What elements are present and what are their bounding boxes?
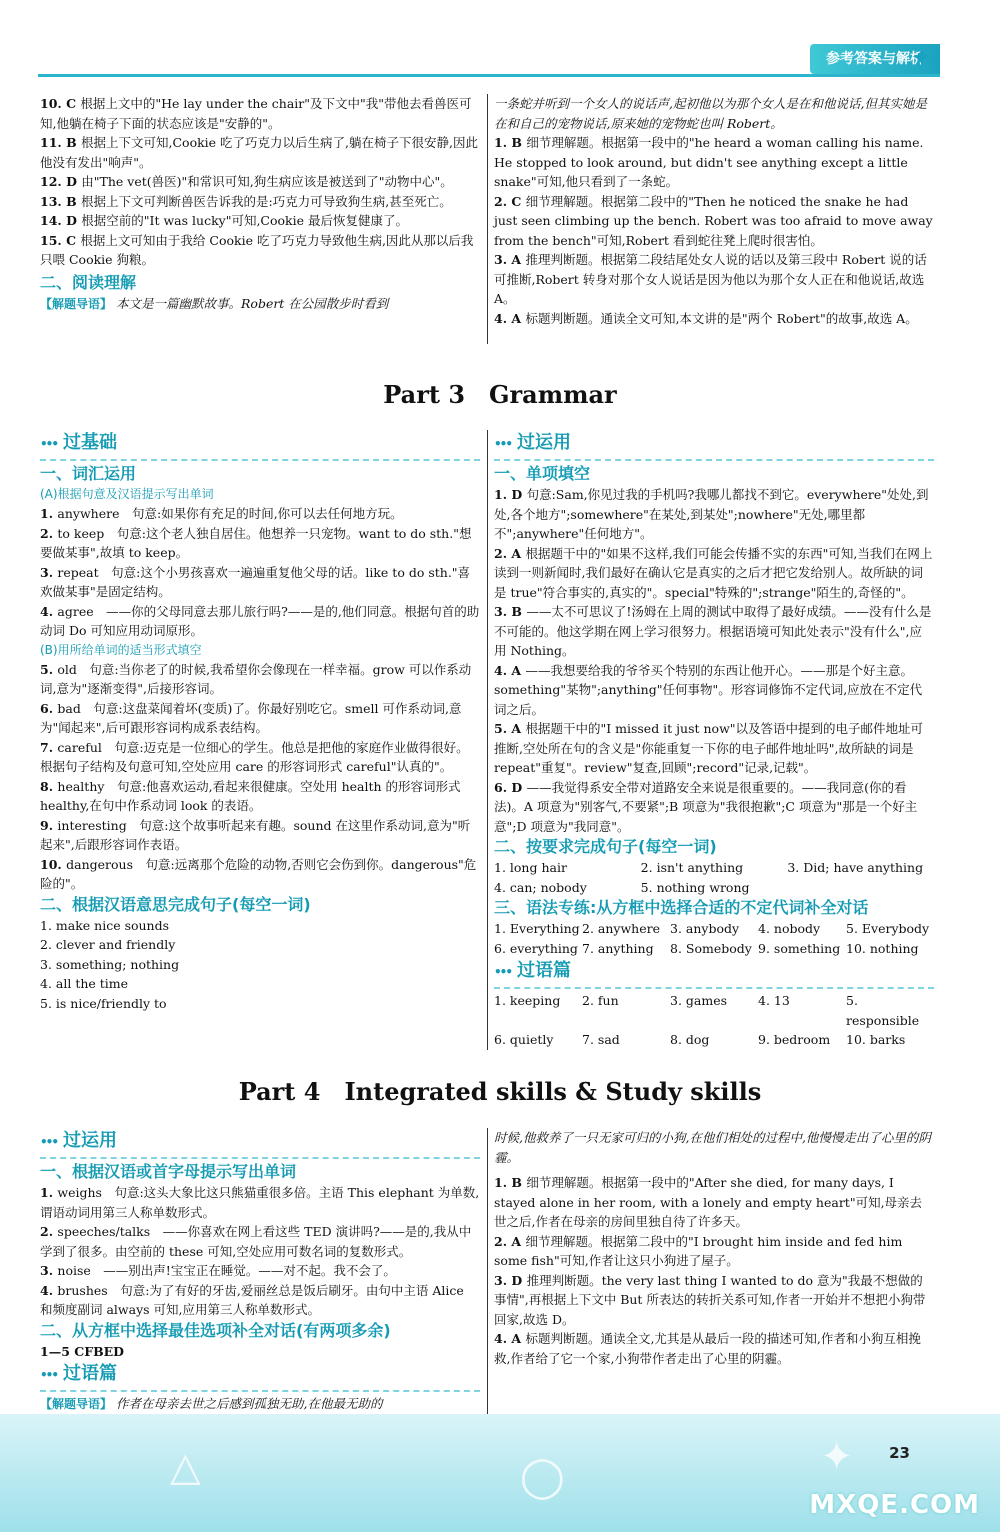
answer-number: 1. D bbox=[494, 487, 527, 502]
answer-item bbox=[40, 231, 480, 270]
answer-item bbox=[494, 133, 934, 192]
dialog-answer: 1—5 CFBED bbox=[40, 1343, 125, 1359]
answer-text: ——我觉得系安全带对道路安全来说是很重要的。——我同意(你的看法)。A 项意为"别客气,不要紧";B 项意为"我很抱歉";C 项意为"那是一个好主意";D 项意为"我同意"。 bbox=[494, 779, 918, 834]
part4-items bbox=[494, 1173, 934, 1368]
answer-number: 6. D bbox=[494, 779, 527, 795]
part4-passage-banner: ••• 过语篇 bbox=[40, 1361, 480, 1392]
pron-title: 三、语法专练:从方框中选择合适的不定代词补全对话 bbox=[494, 898, 869, 917]
answer-text: 句意:Sam,你见过我的手机吗?我哪儿都找不到它。everywhere"处处,到处,各个地方";somewhere"在某处,到某处";nowhere"无处,哪里都不";anywhere"任何地方"。 bbox=[494, 487, 929, 541]
reading-guide-cont: 一条蛇并听到一个女人的说话声,起初他以为那个女人是在和他说话,但其实她是在和自己的宠物说话,原来她的宠物蛇也叫 Robert。 bbox=[494, 96, 927, 131]
triangle-icon: △ bbox=[170, 1444, 201, 1490]
part4-left-column bbox=[40, 1128, 480, 1415]
answer-text: brushes 句意:为了有好的牙齿,爱丽丝总是饭后刷牙。由句中主语 Alice 和频度副词 always 可知,应用第三人称单数形式。 bbox=[40, 1282, 464, 1317]
answer-line: 3. something; nothing bbox=[40, 956, 180, 972]
answer-number: 2. bbox=[40, 1224, 58, 1239]
part4-left-banner: ••• 过运用 bbox=[40, 1128, 480, 1159]
answer-text: 根据上下文可知,Cookie 吃了巧克力以后生病了,躺在椅子下很安静,因此他没有发出"响声"。 bbox=[40, 135, 478, 170]
answer-text: bad 句意:这盘菜闻着坏(变质)了。你最好别吃它。smell 可作系动词,意为"闻起来",后可跟形容词构成系表结构。 bbox=[40, 700, 462, 735]
pron-row-cell: 8. Somebody bbox=[670, 940, 752, 956]
answer-item bbox=[40, 1183, 480, 1222]
answer-text: 推理判断题。根据第二段结尾处女人说的话以及第三段中 Robert 说的话可推断,Robert 转身对那个女人说话是因为他以为那个女人正在和他说话,故选 A。 bbox=[494, 252, 927, 306]
answer-number: 4. bbox=[40, 603, 58, 619]
part3-right-banner: ••• 过运用 bbox=[494, 430, 934, 461]
part3-passage-banner: ••• 过语篇 bbox=[494, 958, 934, 989]
answer-number: 13. B bbox=[40, 193, 82, 209]
part3-title: Part 3 Grammar bbox=[383, 380, 617, 409]
a-items bbox=[40, 504, 480, 641]
passage-row-cell: 10. barks bbox=[846, 1032, 906, 1047]
pron-row-cell: 5. Everybody bbox=[846, 921, 930, 936]
sent-items bbox=[40, 916, 480, 1014]
answer-number: 1. bbox=[40, 1185, 58, 1200]
answer-text: 根据上文中的"He lay under the chair"及下文中"我"带他去看兽医可知,他躺在椅子下面的状态应该是"安静的"。 bbox=[40, 96, 472, 131]
word-title: 一、根据汉语或首字母提示写出单词 bbox=[40, 1162, 297, 1181]
complete-row-cell: 1. long hair bbox=[494, 860, 567, 875]
answer-number: 5. bbox=[40, 661, 58, 677]
complete-row-cell: 5. nothing wrong bbox=[640, 879, 750, 895]
answer-item bbox=[494, 661, 934, 720]
answer-line: 4. all the time bbox=[40, 976, 129, 991]
answer-number: 10. bbox=[40, 856, 67, 872]
pron-row-cell: 2. anywhere bbox=[582, 921, 660, 936]
answer-text: 细节理解题。根据第一段中的"After she died, for many days, I stayed alone in her room, with a lonely and empty heart"可知,母亲去世之后,作者在母亲的房间里独自待了许多天。 bbox=[494, 1175, 923, 1229]
answer-item bbox=[40, 211, 480, 231]
passage-row-cell: 4. 13 bbox=[758, 993, 790, 1008]
watermark: MXQE.COM bbox=[809, 1490, 980, 1520]
complete-row-cell: 2. isn't anything bbox=[640, 860, 744, 875]
answer-text: 标题判断题。通读全文,尤其是从最后一段的描述可知,作者和小狗互相挽救,作者给了它一个家,小狗带作者走出了心里的阴霾。 bbox=[494, 1331, 921, 1366]
top-right-column bbox=[494, 94, 934, 328]
pron-row-cell: 9. something bbox=[758, 940, 841, 956]
answer-number: 14. D bbox=[40, 213, 82, 228]
answer-item bbox=[40, 524, 480, 563]
answer-number: 2. A bbox=[494, 1233, 526, 1249]
answer-number: 9. bbox=[40, 817, 58, 833]
pron-row bbox=[494, 919, 934, 939]
answer-line: 2. clever and friendly bbox=[40, 937, 176, 952]
pron-row bbox=[494, 939, 934, 959]
answer-number: 1. bbox=[40, 506, 58, 521]
answer-number: 6. bbox=[40, 700, 58, 716]
answer-text: weighs 句意:这头大象比这只熊猫重很多倍。主语 This elephant 为单数,谓语动词用第三人称单数形式。 bbox=[40, 1185, 480, 1220]
complete-row-cell bbox=[787, 878, 934, 898]
top-divider bbox=[487, 94, 488, 344]
b-items bbox=[40, 660, 480, 894]
answer-text: anywhere 句意:如果你有充足的时间,你可以去任何地方玩。 bbox=[57, 506, 403, 521]
answer-text: 根据空前的"It was lucky"可知,Cookie 最后恢复健康了。 bbox=[81, 213, 408, 228]
passage-row-cell: 8. dog bbox=[670, 1032, 710, 1047]
answer-item bbox=[40, 563, 480, 602]
answer-text: interesting 句意:这个故事听起来有趣。sound 在这里作系动词,意为"听起来",后跟形容词作表语。 bbox=[40, 817, 471, 852]
answer-number: 2. bbox=[40, 525, 58, 541]
pron-row-cell: 6. everything bbox=[494, 940, 578, 956]
choice-title: 一、单项填空 bbox=[494, 464, 591, 483]
answer-line: 5. is nice/friendly to bbox=[40, 995, 167, 1011]
answer-text: 根据上下文可判断兽医告诉我的是:巧克力可导致狗生病,甚至死亡。 bbox=[81, 193, 452, 209]
answer-number: 4. A bbox=[494, 310, 526, 326]
part3-right-column bbox=[494, 430, 934, 1050]
answer-item bbox=[40, 738, 480, 777]
answer-text: healthy 句意:他喜欢运动,看起来很健康。空处用 health 的形容词形式 healthy,在句中作系动词 look 的表语。 bbox=[40, 778, 461, 813]
answer-item bbox=[494, 1173, 934, 1232]
reading-title: 二、阅读理解 bbox=[40, 272, 137, 292]
answer-item bbox=[494, 602, 934, 661]
header-rule bbox=[38, 74, 940, 77]
answer-number: 3. D bbox=[494, 1272, 527, 1288]
part4-guide bbox=[40, 1394, 480, 1415]
answer-item bbox=[494, 1232, 934, 1271]
top-left-items bbox=[40, 94, 480, 270]
passage-row bbox=[494, 1030, 934, 1050]
star-icon: ✦ bbox=[820, 1434, 854, 1480]
answer-number: 1. B bbox=[494, 135, 527, 150]
rocket-icon: ✦ bbox=[910, 41, 934, 74]
answer-item bbox=[40, 1261, 480, 1281]
dialog-title: 二、从方框中选择最佳选项补全对话(有两项多余) bbox=[40, 1320, 391, 1340]
answer-number: 5. A bbox=[494, 721, 526, 736]
answer-text: 根据题干中的"I missed it just now"以及答语中提到的电子邮件地址可推断,空处所在句的含义是"你能重复一下你的电子邮件地址吗",故所缺的词是 repeat"重复"。review"复查,回顾";record"记录,记载"。 bbox=[494, 721, 924, 775]
answer-number: 2. C bbox=[494, 193, 526, 209]
answer-text: careful 句意:迈克是一位细心的学生。他总是把他的家庭作业做得很好。根据句子结构及句意可知,空处应用 care 的形容词形式 careful"认真的"。 bbox=[40, 739, 469, 774]
answer-item bbox=[40, 504, 480, 524]
answer-number: 4. A bbox=[494, 1331, 526, 1346]
answer-item bbox=[40, 172, 480, 192]
passage-row bbox=[494, 991, 934, 1030]
pron-row-cell: 10. nothing bbox=[846, 940, 919, 956]
vocab-title: 一、词汇运用 bbox=[40, 464, 137, 483]
answer-item bbox=[40, 133, 480, 172]
complete-row bbox=[494, 878, 934, 898]
reading-guide-label: 【解题导语】 bbox=[40, 296, 113, 311]
answer-number: 2. A bbox=[494, 545, 526, 561]
answer-item bbox=[494, 309, 934, 329]
answer-text: agree ——你的父母同意去那儿旅行吗?——是的,他们同意。根据句首的助动词 Do 可知应用动词原形。 bbox=[40, 603, 480, 638]
answer-item bbox=[494, 544, 934, 603]
word-items bbox=[40, 1183, 480, 1320]
reading-items bbox=[494, 133, 934, 328]
answer-item bbox=[40, 602, 480, 641]
pron-row-cell: 4. nobody bbox=[758, 921, 821, 936]
answer-number: 10. C bbox=[40, 96, 81, 111]
passage-rows bbox=[494, 991, 934, 1050]
pron-row-cell: 1. Everything bbox=[494, 921, 580, 936]
part3-divider bbox=[487, 430, 488, 1050]
answer-item bbox=[40, 777, 480, 816]
part4-guide-cont: 时候,他救养了一只无家可归的小狗,在他们相处的过程中,他慢慢走出了心里的阴霾。 bbox=[494, 1130, 931, 1165]
answer-number: 3. B bbox=[494, 604, 527, 619]
answer-text: 细节理解题。根据第一段中的"he heard a woman calling his name. He stopped to look around, but didn't see anything except a little snake"可知,他只看到了一条蛇。 bbox=[494, 135, 924, 189]
answer-text: 细节理解题。根据第二段中的"Then he noticed the snake he had just seen climbing up the bench. Robert was too afraid to move away from the bench"可知,Robert 看到蛇往凳上爬时很害怕。 bbox=[494, 193, 933, 248]
answer-text: repeat 句意:这个小男孩喜欢一遍遍重复他父母的话。like to do sth."喜欢做某事"是固定结构。 bbox=[40, 564, 471, 599]
answer-number: 12. D bbox=[40, 174, 82, 189]
complete-rows bbox=[494, 858, 934, 897]
answer-number: 4. A bbox=[494, 662, 526, 678]
pron-rows bbox=[494, 919, 934, 958]
answer-item bbox=[40, 855, 480, 894]
complete-row-cell: 4. can; nobody bbox=[494, 879, 587, 895]
part4-guide-text: 作者在母亲去世之后感到孤独无助,在他最无助的 bbox=[116, 1396, 383, 1411]
answer-item bbox=[40, 1222, 480, 1261]
answer-text: to keep 句意:这个老人独自居住。他想养一只宠物。want to do sth."想要做某事",故填 to keep。 bbox=[40, 525, 472, 560]
answer-text: 细节理解题。根据第二段中的"I brought him inside and fed him some fish"可知,作者让这只小狗进了屋子。 bbox=[494, 1233, 903, 1268]
answer-number: 11. B bbox=[40, 135, 82, 150]
passage-row-cell: 9. bedroom bbox=[758, 1032, 831, 1047]
passage-row-cell: 2. fun bbox=[582, 993, 619, 1008]
passage-row-cell: 5. responsible bbox=[846, 993, 920, 1028]
answer-text: ——太不可思议了!汤姆在上周的测试中取得了最好成绩。——没有什么是不可能的。他这学期在网上学习很努力。根据语境可知此处表示"没有什么",应用 Nothing。 bbox=[494, 604, 932, 658]
sub-b-title: (B)用所给单词的适当形式填空 bbox=[40, 642, 202, 657]
part4-right-column bbox=[494, 1128, 934, 1368]
part4-divider bbox=[487, 1128, 488, 1428]
part3-left-banner: ••• 过基础 bbox=[40, 430, 480, 461]
sub-a-title: (A)根据句意及汉语提示写出单词 bbox=[40, 487, 214, 501]
answer-number: 3. bbox=[40, 564, 58, 580]
answer-item bbox=[40, 94, 480, 133]
pron-row-cell: 7. anything bbox=[582, 940, 654, 956]
globe-icon: ◯ bbox=[520, 1454, 565, 1500]
answer-item bbox=[40, 1281, 480, 1320]
answer-text: 标题判断题。通读全文可知,本文讲的是"两个 Robert"的故事,故选 A。 bbox=[525, 310, 918, 326]
answer-line: 1. make nice sounds bbox=[40, 917, 170, 933]
answer-item bbox=[494, 250, 934, 309]
answer-item bbox=[494, 192, 934, 251]
answer-item bbox=[494, 1329, 934, 1368]
complete-row-cell: 3. Did; have anything bbox=[787, 860, 924, 875]
answer-item bbox=[40, 816, 480, 855]
answer-text: noise ——别出声!宝宝正在睡觉。——对不起。我不会了。 bbox=[57, 1263, 396, 1278]
reading-guide bbox=[40, 294, 480, 315]
part4-guide-label: 【解题导语】 bbox=[40, 1397, 113, 1411]
top-left-column bbox=[40, 94, 480, 314]
answer-text: old 句意:当你老了的时候,我希望你会像现在一样幸福。grow 可以作系动词,意为"逐渐变得",后接形容词。 bbox=[40, 661, 472, 696]
header-badge: 参考答案与解析 bbox=[810, 44, 940, 74]
choice-items bbox=[494, 485, 934, 836]
answer-number: 7. bbox=[40, 739, 58, 755]
answer-text: 推理判断题。the very last thing I wanted to do 意为"我最不想做的事情",再根据上下文中 But 所表达的转折关系可知,作者一开始并不想把小狗带回家,故选 D。 bbox=[494, 1272, 926, 1327]
answer-item bbox=[40, 699, 480, 738]
page-number: 23 bbox=[889, 1444, 910, 1462]
answer-number: 3. bbox=[40, 1263, 58, 1278]
passage-row-cell: 7. sad bbox=[582, 1032, 620, 1047]
passage-row-cell: 6. quietly bbox=[494, 1032, 554, 1047]
passage-row-cell: 3. games bbox=[670, 993, 728, 1008]
part3-left-column bbox=[40, 430, 480, 1013]
answer-text: 由"The vet(兽医)"和常识可知,狗生病应该是被送到了"动物中心"。 bbox=[81, 174, 453, 189]
answer-text: speeches/talks ——你喜欢在网上看这些 TED 演讲吗?——是的,我从中学到了很多。由空前的 these 可知,空处应用可数名词的复数形式。 bbox=[40, 1224, 472, 1259]
answer-number: 8. bbox=[40, 778, 58, 794]
answer-item bbox=[494, 485, 934, 544]
answer-text: ——我想要给我的爷爷买个特别的东西让他开心。——那是个好主意。something"某物";anything"任何事物"。形容词修饰不定代词,应放在不定代词之后。 bbox=[494, 662, 923, 717]
answer-item bbox=[494, 778, 934, 837]
answer-text: 根据题干中的"如果不这样,我们可能会传播不实的东西"可知,当我们在网上读到一则新闻时,我们最好在确认它是真实的之后才把它发给别人。故所缺的词是 true"符合事实的,真实的"。special"特殊的";strange"陌生的,奇怪的"。 bbox=[494, 545, 933, 600]
answer-number: 4. bbox=[40, 1282, 58, 1298]
complete-title: 二、按要求完成句子(每空一词) bbox=[494, 837, 717, 856]
answer-text: 根据上文可知由于我给 Cookie 吃了巧克力导致他生病,因此从那以后我只喂 Cookie 狗粮。 bbox=[40, 232, 474, 267]
part4-title: Part 4 Integrated skills & Study skills bbox=[238, 1077, 762, 1106]
answer-item bbox=[40, 192, 480, 212]
answer-number: 15. C bbox=[40, 232, 81, 248]
pron-row-cell: 3. anybody bbox=[670, 921, 740, 936]
sent-title: 二、根据汉语意思完成句子(每空一词) bbox=[40, 894, 311, 914]
answer-item bbox=[494, 719, 934, 778]
answer-item bbox=[494, 1271, 934, 1330]
reading-guide-text: 本文是一篇幽默故事。Robert 在公园散步时看到 bbox=[116, 295, 389, 311]
passage-row-cell: 1. keeping bbox=[494, 993, 561, 1008]
answer-number: 1. B bbox=[494, 1175, 527, 1190]
answer-text: dangerous 句意:远离那个危险的动物,否则它会伤到你。dangerous"危险的"。 bbox=[40, 856, 477, 891]
complete-row bbox=[494, 858, 934, 878]
answer-number: 3. A bbox=[494, 252, 526, 267]
answer-item bbox=[40, 660, 480, 699]
